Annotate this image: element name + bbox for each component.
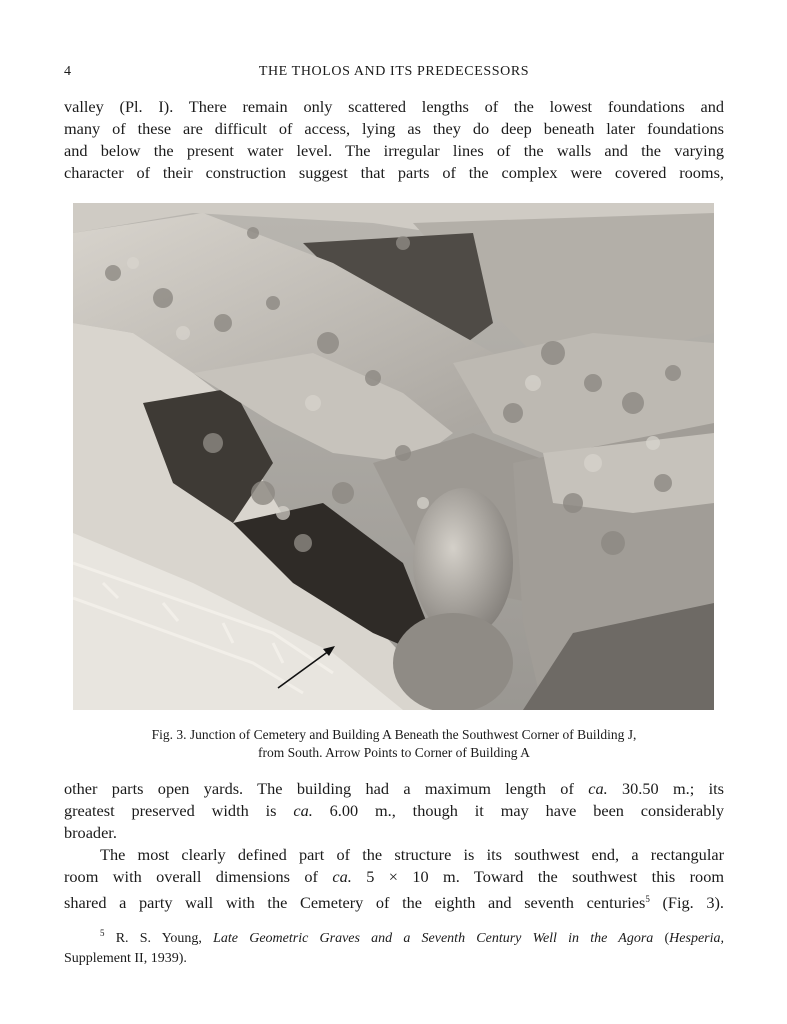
text-line: shared a party wall with the Cemetery of the eighth and seventh centuries$^5$ (Fig. 3). — [64, 893, 724, 912]
photo-illustration — [73, 203, 714, 710]
text-line: The most clearly defined part of the structure is its southwest end, a rectangular — [100, 845, 724, 864]
footnote — [64, 923, 724, 969]
paragraph-3 — [64, 844, 724, 914]
text-line: broader. — [64, 823, 117, 842]
text-line: and below the present water level. The irregular lines of the walls and the varying — [64, 141, 724, 160]
footnote-marker: 5 — [100, 928, 105, 938]
footnote-line: Supplement II, 1939). — [64, 951, 187, 966]
text-line: many of these are difficult of access, lying as they do deep beneath later foundations — [64, 119, 724, 138]
footnote-ref: 5 — [645, 894, 650, 904]
text-line: valley (Pl. I). There remain only scattered lengths of the lowest foundations and — [64, 97, 724, 116]
page-header — [64, 64, 724, 86]
text-line: greatest preserved width is ca. 6.00 m., though it may have been considerably — [64, 801, 724, 820]
caption-line: from South. Arrow Points to Corner of Building A — [258, 745, 530, 760]
page-number: 4 — [64, 64, 72, 79]
text-line: character of their construction suggest that parts of the complex were covered rooms, — [64, 163, 724, 182]
running-title: THE THOLOS AND ITS PREDECESSORS — [258, 64, 530, 79]
text-line: other parts open yards. The building had a maximum length of ca. 30.50 m.; its — [64, 779, 724, 798]
paragraph-2 — [64, 778, 724, 844]
figure-caption — [64, 726, 724, 762]
paragraph-1 — [64, 96, 724, 184]
footnote-line: $^5$ R. S. Young, Late Geometric Graves and a Seventh Century Well in the Agora (Hesperia, — [100, 928, 724, 946]
excavation-photograph — [73, 203, 714, 710]
caption-line: Fig. 3. Junction of Cemetery and Building A Beneath the Southwest Corner of Building J, — [151, 727, 637, 742]
text-line: room with overall dimensions of ca. 5 × 10 m. Toward the southwest this room — [64, 867, 724, 886]
